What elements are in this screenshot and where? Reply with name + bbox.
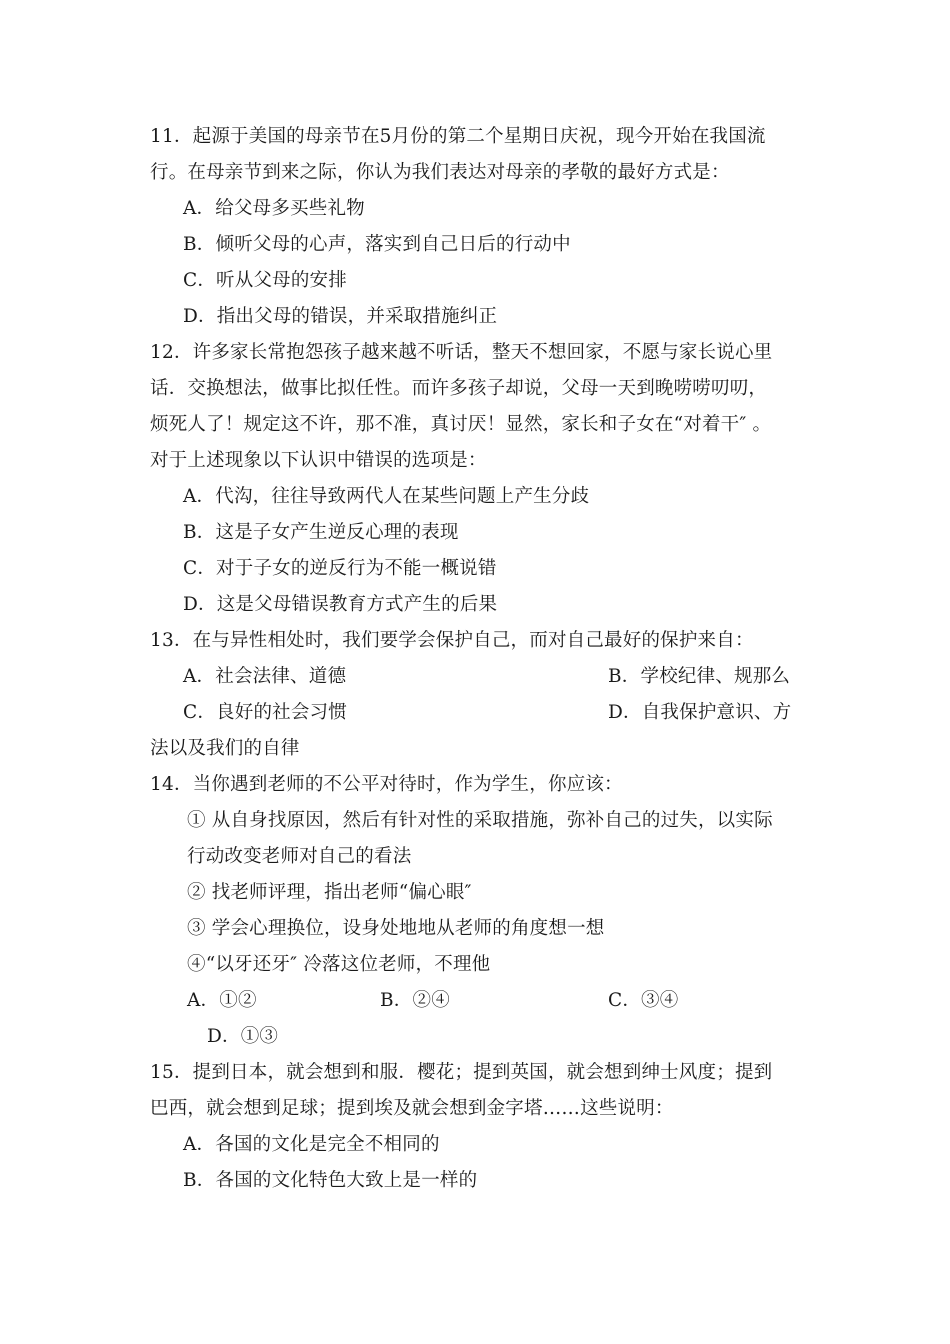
question-12-line-3: 烦死人了！规定这不许，那不准，真讨厌！显然，家长和子女在“对着干″ 。 bbox=[150, 414, 772, 435]
question-13-option-b: B．学校纪律、规那么 bbox=[608, 666, 791, 687]
question-14-statement-1-continued: 行动改变老师对自己的看法 bbox=[187, 846, 412, 867]
question-11-option-b: B．倾听父母的心声，落实到自己日后的行动中 bbox=[183, 234, 571, 255]
question-11-option-d: D．指出父母的错误，并采取措施纠正 bbox=[183, 306, 498, 327]
question-14-statement-4: ④“以牙还牙″ 冷落这位老师，不理他 bbox=[187, 954, 491, 975]
question-15-line-1: 15．提到日本，就会想到和服．樱花；提到英国，就会想到绅士风度；提到 bbox=[150, 1062, 773, 1083]
question-14-option-d: D．①③ bbox=[207, 1026, 279, 1047]
question-14-statement-3: ③ 学会心理换位，设身处地地从老师的角度想一想 bbox=[187, 918, 605, 939]
question-12-option-a: A．代沟，往往导致两代人在某些问题上产生分歧 bbox=[183, 486, 590, 507]
question-12-line-1: 12．许多家长常抱怨孩子越来越不听话，整天不想回家，不愿与家长说心里 bbox=[150, 342, 773, 363]
question-12-option-b: B．这是子女产生逆反心理的表现 bbox=[183, 522, 459, 543]
question-14-statement-2: ② 找老师评理，指出老师“偏心眼″ bbox=[187, 882, 472, 903]
question-12-line-2: 话．交换想法，做事比拟任性。而许多孩子却说，父母一天到晚唠唠叨叨， bbox=[150, 378, 768, 399]
question-11-line-1: 11．起源于美国的母亲节在5月份的第二个星期日庆祝，现今开始在我国流 bbox=[150, 126, 766, 147]
question-13-option-d: D．自我保护意识、方 bbox=[608, 702, 792, 723]
question-12-option-d: D．这是父母错误教育方式产生的后果 bbox=[183, 594, 498, 615]
question-14-line-1: 14．当你遇到老师的不公平对待时，作为学生，你应该： bbox=[150, 774, 623, 795]
question-13-option-d-continuation: 法以及我们的自律 bbox=[150, 738, 300, 759]
question-11-option-c: C．听从父母的安排 bbox=[183, 270, 347, 291]
question-11-option-a: A．给父母多买些礼物 bbox=[183, 198, 365, 219]
question-14-statement-1: ① 从自身找原因，然后有针对性的采取措施，弥补自己的过失，以实际 bbox=[187, 810, 773, 831]
question-15-option-a: A．各国的文化是完全不相同的 bbox=[183, 1134, 440, 1155]
question-12-line-4: 对于上述现象以下认识中错误的选项是： bbox=[150, 450, 487, 471]
question-14-option-b: B．②④ bbox=[380, 990, 450, 1011]
question-13-option-a: A．社会法律、道德 bbox=[183, 666, 347, 687]
question-11-line-2: 行。在母亲节到来之际，你认为我们表达对母亲的孝敬的最好方式是： bbox=[150, 162, 730, 183]
question-15-option-b: B．各国的文化特色大致上是一样的 bbox=[183, 1170, 478, 1191]
question-14-option-a: A．①② bbox=[187, 990, 257, 1011]
question-13-line-1: 13．在与异性相处时，我们要学会保护自己，而对自己最好的保护来自： bbox=[150, 630, 754, 651]
question-14-option-c: C．③④ bbox=[608, 990, 679, 1011]
question-15-line-2: 巴西，就会想到足球；提到埃及就会想到金字塔……这些说明： bbox=[150, 1098, 674, 1119]
question-13-option-c: C．良好的社会习惯 bbox=[183, 702, 347, 723]
question-12-option-c: C．对于子女的逆反行为不能一概说错 bbox=[183, 558, 497, 579]
